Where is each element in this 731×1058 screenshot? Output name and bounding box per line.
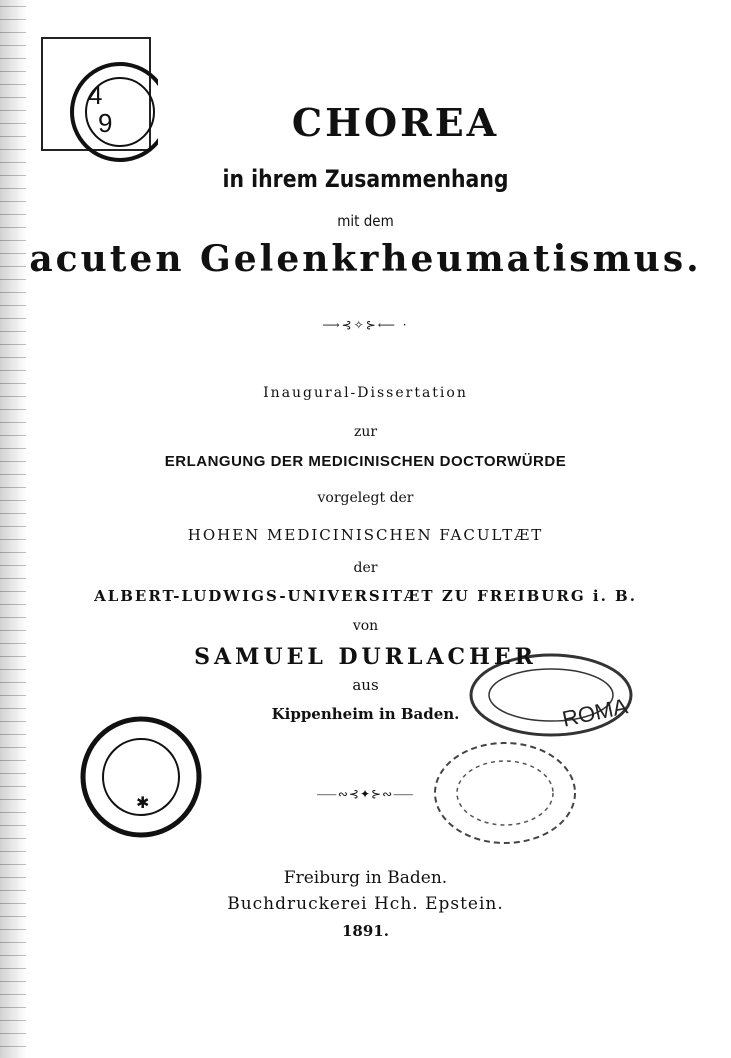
subtitle-line-2: mit dem [337,212,394,230]
zur-text: zur [353,424,378,440]
stamp-number-top: 4 [88,80,103,110]
svg-text:✱: ✱ [136,793,150,812]
subtitle-line-1: in ihrem Zusammenhang [222,165,509,193]
author-name: SAMUEL DURLACHER [194,644,537,670]
donation-stamp [76,712,206,842]
printer-name: Buchdruckerei Hch. Epstein. [227,894,504,914]
von-text: von [352,618,379,634]
publication-year: 1891. [342,922,389,940]
roma-stamp-text: ROMA [560,693,630,732]
ornament-divider-bottom: ⸺∾⊰✦⊱∾⸺ [316,787,415,801]
dissertation-label: Inaugural-Dissertation [263,385,468,401]
ornament-divider-top: ⟶⊰✧⊱⟵ · [322,318,409,332]
publication-place: Freiburg in Baden. [283,868,448,888]
author-origin: Kippenheim in Baden. [271,705,460,723]
aus-text: aus [352,676,379,694]
vorgelegt-text: vorgelegt der [317,490,414,506]
faculty-line: HOHEN MEDICINISCHEN FACULTÆT [187,526,544,544]
degree-line: ERLANGUNG DER MEDICINISCHEN DOCTORWÜRDE [164,453,567,470]
university-line: ALBERT-LUDWIGS-UNIVERSITÆT ZU FREIBURG i. B. [94,587,637,605]
title: CHOREA [291,100,500,145]
der-text: der [353,560,378,576]
stamp-number-bottom: 9 [98,108,113,138]
subtitle-line-3: acuten Gelenkrheumatismus. [29,238,702,280]
